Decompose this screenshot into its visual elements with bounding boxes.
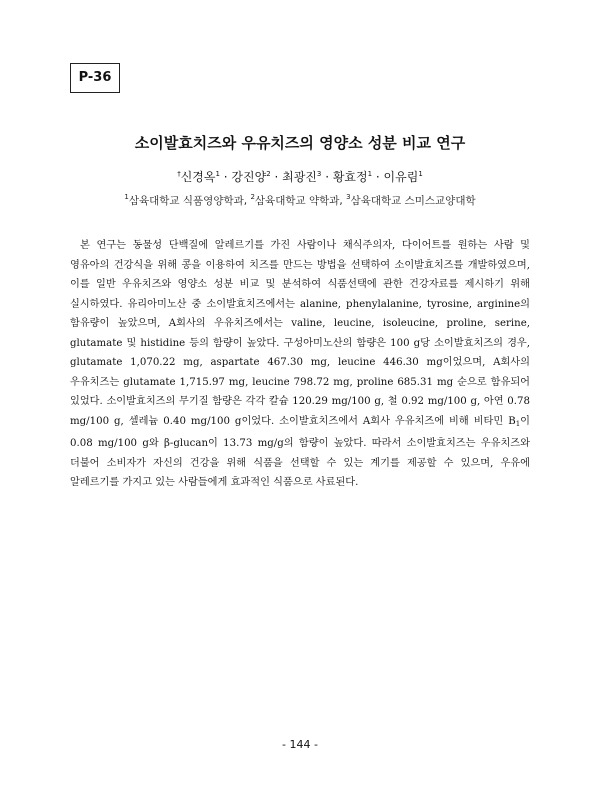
author-separator: · [321,170,333,184]
author-list [0,168,600,185]
affiliation-number: 2 [250,193,255,201]
affiliation [250,195,346,207]
page-number: - 144 - [282,738,318,751]
author-name: 강진양 [231,170,267,184]
affiliation-number: 1 [124,193,129,201]
author-separator: · [372,170,384,184]
affiliation-text: 삼육대학교 스미스교양대학 [350,195,476,207]
author [231,170,282,184]
abstract-text: 본 연구는 동물성 단백질에 알레르기를 가진 사람이나 채식주의자, 다이어트를 원하는 사람 및 영유아의 건강식을 위해 콩을 이용하여 치즈를 만드는 방법을 선택하여 소이발효치즈를 개발하였으며, 이를 일반 우유치즈와 영양소 성분 비교 및 분석하여 식품선택에 관한 건강자료를 제시하기 위해 실시하였다. 유리아미노산 중 소이발효치즈에서는 alanine, phenylalanine, tyrosine, arginine의 함유량이 높았으며, A회사의 우유치즈에서는 valine, leucine, isoleucine, proline, serine, glutamate 및 histidine 등의 함량이 높았다. 구성아미노산의 함량은 100 g당 소이발효치즈의 경우, glutamate 1,070.22 mg, aspartate 467.30 mg, leucine 446.30 mg이었으며, A회사의 우유치즈는 glutamate 1,715.97 mg, leucine 798.72 mg, proline 685.31 mg 순으로 함유되어 있었다. 소이발효치즈의 무기질 함량은 각각 칼슘 120.29 mg/100 g, 철 0.92 mg/100 g, 아연 0.78 mg/100 g, 셀레늄 0.40 mg/100 g이었다. 소이발효치즈에서 A회사 우유치즈에 비해 비타민 B [70,240,530,427]
poster-id-badge: P-36 [70,63,120,93]
author-affiliation-mark: 1 [367,170,373,178]
corresponding-mark: † [177,170,181,178]
author-separator: · [270,170,283,184]
author-affiliation-mark: 1 [215,170,220,178]
author-affiliation-mark: 3 [316,170,322,178]
abstract-body [70,236,530,493]
author [333,170,384,184]
author-name: 신경옥 [180,170,216,184]
author-separator: · [219,170,232,184]
affiliation [124,195,250,207]
affiliation-number: 3 [346,193,351,201]
author-name: 최광진 [282,170,317,184]
author-affiliation-mark: 1 [418,170,423,178]
abstract-text: 이 0.08 mg/100 g와 β-glucan이 13.73 mg/g의 함량이 높았다. 따라서 소이발효치즈는 우유치즈와 더불어 소비자가 자신의 건강을 위해 식품을 선택할 수 있는 계기를 제공할 수 있으며, 우유에 알레르기를 가지고 있는 사람들에게 효과적인 식품으로 사료된다. [70,415,530,488]
author [384,170,423,184]
affiliation [346,195,476,207]
vitamin-subscript: 1 [515,419,521,428]
paper-title: 소이발효치즈와 우유치즈의 영양소 성분 비교 연구 [134,134,466,152]
author-name: 황효정 [332,170,368,184]
affiliation-text: 삼육대학교 약학과, [254,195,347,207]
author-name: 이유림 [383,170,419,184]
author [282,170,333,184]
affiliation-text: 삼육대학교 식품영양학과, [128,195,251,207]
author-affiliation-mark: 2 [266,170,271,178]
author [177,170,231,184]
affiliation-list [0,193,600,208]
